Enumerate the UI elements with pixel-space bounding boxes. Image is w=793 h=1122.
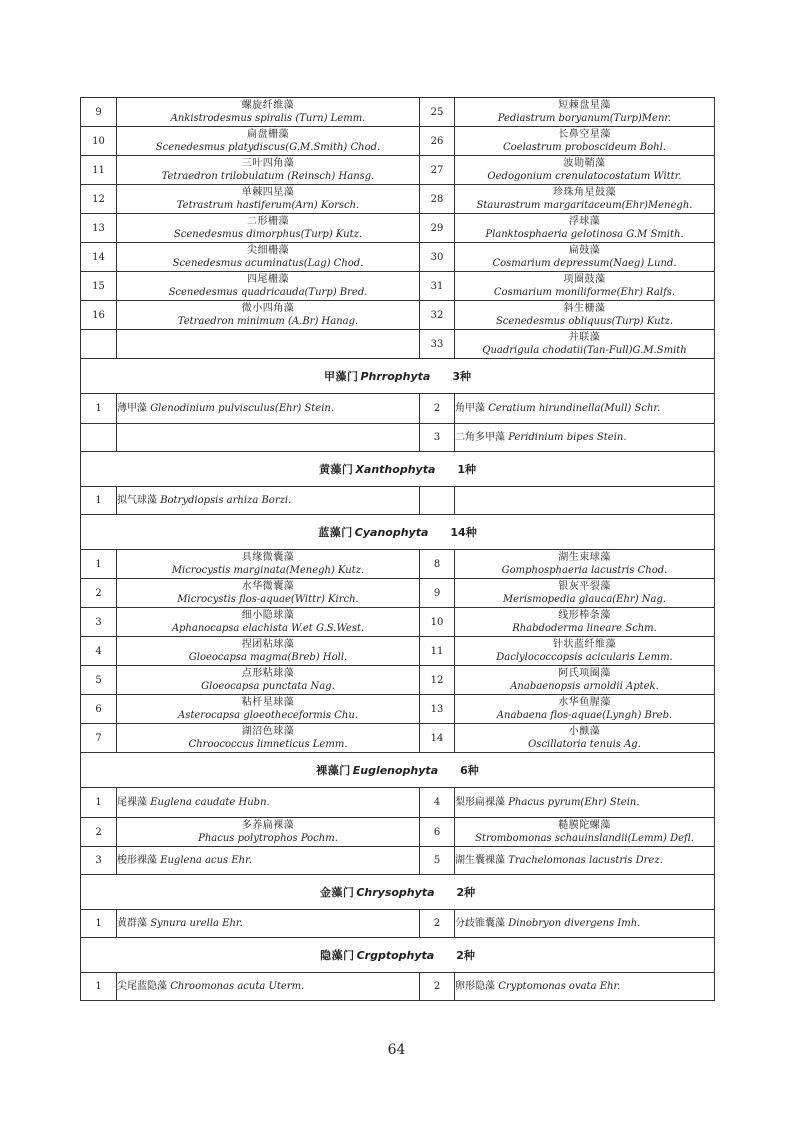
species-number: [81, 330, 117, 359]
chinese-name: 波勋鞘藻: [563, 158, 606, 169]
species-cell: [455, 98, 715, 127]
latin-name: Coelastrum proboscideum Bohl.: [503, 142, 666, 153]
species-number: 4: [81, 637, 117, 666]
species-number: 6: [420, 818, 455, 847]
page-number: 64: [387, 1042, 406, 1058]
chinese-name: 珍珠角星鼓藻: [553, 187, 616, 198]
phylum-latin-name: Chrysophyta: [356, 885, 435, 899]
chinese-name: 分歧锥囊藻: [455, 918, 505, 929]
species-count: 2种: [456, 885, 476, 899]
species-cell: [117, 243, 420, 272]
table-row: [81, 330, 715, 359]
latin-name: Phacus pyrum(Ehr) Stein.: [508, 797, 640, 808]
species-number: 25: [420, 98, 455, 127]
species-cell: [455, 973, 715, 1001]
chinese-name: 角甲藻: [455, 403, 485, 414]
species-cell: [117, 424, 420, 452]
species-number: 1: [81, 394, 117, 424]
species-number: 28: [420, 185, 455, 214]
latin-name: Scenedesmus quadricauda(Turp) Bred.: [168, 287, 368, 298]
latin-name: Daclylococcopsis acicularis Lemm.: [496, 652, 673, 663]
latin-name: Ankistrodesmus spiralis (Turn) Lemm.: [170, 113, 366, 124]
species-number: 10: [420, 608, 455, 637]
species-number: 33: [420, 330, 455, 359]
chinese-name: 黄群藻: [117, 918, 147, 929]
species-cell: [455, 579, 715, 608]
latin-name: Rhabdoderma lineare Schm.: [512, 623, 657, 634]
species-number: 32: [420, 301, 455, 330]
latin-name: Pediastrum boryanum(Turp)Menr.: [497, 113, 672, 124]
phylum-chinese-name: 裸藻门: [316, 763, 351, 777]
chinese-name: 二形栅藻: [247, 216, 289, 227]
species-cell: [117, 973, 420, 1001]
species-number: 12: [420, 666, 455, 695]
species-cell: [455, 637, 715, 666]
chinese-name: 线形棒条藻: [558, 610, 611, 621]
table-row: [81, 127, 715, 156]
phylum-chinese-name: 金藻门: [319, 885, 355, 899]
species-number: 26: [420, 127, 455, 156]
chinese-name: 三叶四角藻: [241, 158, 295, 169]
species-number: 2: [81, 579, 117, 608]
latin-name: Ceratium hirundinella(Mull) Schr.: [488, 403, 661, 414]
species-cell: [455, 910, 715, 938]
species-number: 14: [420, 724, 455, 753]
table-row: [81, 608, 715, 637]
chinese-name: 水华微囊藻: [241, 581, 295, 592]
species-cell: [455, 301, 715, 330]
species-cell: [117, 847, 420, 875]
latin-name: Oscillatoria tenuis Ag.: [528, 739, 641, 750]
table-row: [81, 724, 715, 753]
latin-name: Glenodinium pulvisculus(Ehr) Stein.: [150, 403, 335, 414]
latin-name: Strombomonas schauinslandii(Lemm) Defl.: [475, 833, 694, 844]
species-cell: [455, 608, 715, 637]
latin-name: Oedogonium crenulatocostatum Wittr.: [487, 171, 682, 182]
species-cell: [455, 330, 715, 359]
species-number: 5: [420, 847, 455, 875]
section-title: [81, 359, 715, 394]
species-number: 13: [420, 695, 455, 724]
species-cell: [117, 724, 420, 753]
species-cell: [455, 818, 715, 847]
chinese-name: 具缘微囊藻: [241, 552, 295, 563]
species-cell: [117, 550, 420, 579]
latin-name: Euglena acus Ehr.: [160, 855, 252, 866]
species-number: 16: [81, 301, 117, 330]
species-cell: [117, 98, 420, 127]
table-row: [81, 243, 715, 272]
species-number: 4: [420, 788, 455, 818]
species-number: 14: [81, 243, 117, 272]
chinese-name: 拟气球藻: [117, 495, 157, 506]
species-number: 1: [81, 487, 117, 515]
table-row: [81, 424, 715, 452]
species-count: 1种: [457, 462, 477, 476]
species-cell: [117, 394, 420, 424]
phylum-latin-name: Phrrophyta: [360, 369, 431, 383]
latin-name: Microcystis flos-aquae(Wittr) Kirch.: [177, 594, 359, 605]
table-row: [81, 98, 715, 127]
latin-name: Peridinium bipes Stein.: [508, 432, 627, 443]
chinese-name: 细小隐球藻: [241, 610, 295, 621]
chinese-name: 卵形隐藻: [455, 981, 495, 992]
latin-name: Cryptomonas ovata Ehr.: [498, 981, 621, 992]
table-row: [81, 301, 715, 330]
latin-name: Tetraedron minimum (A.Br) Hanag.: [177, 316, 359, 327]
species-cell: [455, 243, 715, 272]
chinese-name: 尖尾蓝隐藻: [117, 981, 167, 992]
section-title: [81, 938, 715, 973]
chinese-name: 尾裸藻: [117, 797, 147, 808]
chinese-name: 螺旋纤维藻: [241, 100, 295, 111]
latin-name: Synura urella Ehr.: [150, 918, 243, 929]
empty-cell: [455, 487, 715, 515]
latin-name: Merismopedia glauca(Ehr) Nag.: [502, 594, 667, 605]
table-row: [81, 550, 715, 579]
species-number: 1: [81, 973, 117, 1001]
chinese-name: 浮球藻: [568, 216, 601, 227]
table-row: [81, 394, 715, 424]
phylum-latin-name: Euglenophyta: [352, 763, 439, 777]
chinese-name: 项圈鼓藻: [563, 274, 606, 285]
latin-name: Gloeocapsa magma(Breb) Holl.: [188, 652, 348, 663]
section-header-pyrrophyta: [81, 359, 715, 394]
chinese-name: 短棘盘星藻: [558, 100, 611, 111]
species-number: 9: [81, 98, 117, 127]
phylum-latin-name: Cyanophyta: [354, 525, 429, 539]
table-row: [81, 910, 715, 938]
latin-name: Gomphosphaeria lacustris Chod.: [501, 565, 668, 576]
latin-name: Scenedesmus obliquus(Turp) Kutz.: [495, 316, 674, 327]
phylum-latin-name: Crgptophyta: [356, 948, 435, 962]
species-number: 3: [81, 608, 117, 637]
species-number: 2: [81, 818, 117, 847]
latin-name: Anabaenopsis arnoldii Aptek.: [510, 681, 659, 692]
table-row: [81, 788, 715, 818]
chinese-name: 尖细栅藻: [247, 245, 289, 256]
table-row: [81, 695, 715, 724]
phylum-chinese-name: 黄藻门: [318, 462, 354, 476]
latin-name: Gloeocapsa punctata Nag.: [201, 681, 335, 692]
species-cell: [455, 695, 715, 724]
table-row: [81, 272, 715, 301]
chinese-name: 单棘四星藻: [241, 187, 295, 198]
species-number: 10: [81, 127, 117, 156]
latin-name: Tetraedron trilobulatum (Reinsch) Hansg.: [161, 171, 375, 182]
latin-name: Botrydiopsis arhiza Borzi.: [160, 495, 292, 506]
species-cell: [455, 550, 715, 579]
species-number: 29: [420, 214, 455, 243]
chinese-name: 点形粘球藻: [241, 668, 295, 679]
species-number: 7: [81, 724, 117, 753]
species-number: 1: [81, 910, 117, 938]
latin-name: Anabaena flos-aquae(Lyngh) Breb.: [496, 710, 673, 721]
species-cell: [117, 788, 420, 818]
species-number: 3: [81, 847, 117, 875]
species-number: 2: [420, 394, 455, 424]
species-cell: [117, 487, 420, 515]
species-count: 3种: [452, 369, 471, 383]
species-number: 13: [81, 214, 117, 243]
species-cell: [455, 424, 715, 452]
species-cell: [455, 788, 715, 818]
latin-name: Asterocapsa gloeotheceformis Chu.: [178, 710, 358, 721]
chinese-name: 粘杆星球藻: [241, 697, 295, 708]
section-title: [81, 753, 715, 788]
species-cell: [455, 724, 715, 753]
table-row: [81, 666, 715, 695]
species-cell: [117, 185, 420, 214]
species-number: 6: [81, 695, 117, 724]
table-row: [81, 487, 715, 515]
phylum-chinese-name: 隐藻门: [320, 948, 355, 962]
latin-name: Planktosphaeria gelotinosa G.M Smith.: [485, 229, 684, 240]
species-cell: [117, 156, 420, 185]
species-cell: [117, 214, 420, 243]
species-number: 27: [420, 156, 455, 185]
latin-name: Chroococcus limneticus Lemm.: [188, 739, 348, 750]
section-title: [81, 515, 715, 550]
latin-name: Scenedesmus acuminatus(Lag) Chod.: [172, 258, 364, 269]
chinese-name: 阿氏项圈藻: [558, 668, 611, 679]
latin-name: Cosmarium moniliforme(Ehr) Ralfs.: [493, 287, 676, 298]
empty-cell: [420, 487, 455, 515]
species-number: 11: [420, 637, 455, 666]
phylum-latin-name: Xanthophyta: [355, 462, 436, 476]
chinese-name: 微小四角藻: [241, 303, 295, 314]
chinese-name: 长鼻空星藻: [558, 129, 611, 140]
chinese-name: 扁盘栅藻: [247, 129, 289, 140]
table-row: [81, 847, 715, 875]
latin-name: Tetrastrum hastiferum(Arn) Korsch.: [176, 200, 360, 211]
chinese-name: 水华鱼腥藻: [558, 697, 611, 708]
chinese-name: 湖生束球藻: [558, 552, 611, 563]
table-row: [81, 637, 715, 666]
latin-name: Staurastrum margaritaceum(Ehr)Menegh.: [476, 200, 693, 211]
latin-name: Phacus polytrophos Pochm.: [198, 833, 338, 844]
section-header-cyanophyta: [81, 515, 715, 550]
section-title: [81, 875, 715, 910]
section-title: [81, 452, 715, 487]
latin-name: Cosmarium depressum(Naeg) Lund.: [492, 258, 677, 269]
species-cell: [117, 579, 420, 608]
species-cell: [455, 214, 715, 243]
species-count: 14种: [450, 525, 477, 539]
chinese-name: 银灰平裂藻: [558, 581, 611, 592]
section-header-xanthophyta: [81, 452, 715, 487]
section-header-chrysophyta: [81, 875, 715, 910]
latin-name: Aphanocapsa elachista W.et G.S.West.: [171, 623, 365, 634]
species-cell: [117, 301, 420, 330]
chinese-name: 捏团粘球藻: [241, 639, 295, 650]
section-header-euglenophyta: [81, 753, 715, 788]
species-cell: [117, 608, 420, 637]
species-number: 1: [81, 788, 117, 818]
species-cell: [455, 127, 715, 156]
species-count: 2种: [456, 948, 475, 962]
species-cell: [117, 637, 420, 666]
species-cell: [117, 272, 420, 301]
chinese-name: 多养扁裸藻: [241, 820, 295, 831]
table-row: [81, 156, 715, 185]
latin-name: Scenedesmus platydiscus(G.M.Smith) Chod.: [155, 142, 381, 153]
species-number: 30: [420, 243, 455, 272]
species-cell: [455, 847, 715, 875]
chinese-name: 梭形裸藻: [117, 855, 157, 866]
species-cell: [117, 910, 420, 938]
species-number: 9: [420, 579, 455, 608]
latin-name: Euglena caudate Hubn.: [150, 797, 270, 808]
table-row: [81, 973, 715, 1001]
species-number: 31: [420, 272, 455, 301]
chinese-name: 梨形扁裸藻: [455, 797, 505, 808]
species-number: [81, 424, 117, 452]
table-row: [81, 579, 715, 608]
table-row: [81, 214, 715, 243]
latin-name: Chroomonas acuta Uterm.: [170, 981, 305, 992]
species-cell: [117, 666, 420, 695]
chinese-name: 斜生栅藻: [563, 303, 606, 314]
table-row: [81, 185, 715, 214]
chinese-name: 针状蓝纤维藻: [553, 639, 616, 650]
table-row: [81, 818, 715, 847]
species-number: 1: [81, 550, 117, 579]
species-cell: [455, 156, 715, 185]
latin-name: Trachelomonas lacustris Drez.: [508, 855, 663, 866]
phylum-chinese-name: 甲藻门: [323, 369, 359, 383]
species-number: 5: [81, 666, 117, 695]
species-cell: [455, 394, 715, 424]
chinese-name: 湖沼色球藻: [241, 726, 295, 737]
latin-name: Microcystis marginata(Menegh) Kutz.: [171, 565, 365, 576]
chinese-name: 湖生囊裸藻: [455, 855, 505, 866]
latin-name: Scenedesmus dimorphus(Turp) Kutz.: [173, 229, 363, 240]
species-cell: [455, 666, 715, 695]
species-cell: [455, 272, 715, 301]
species-number: 2: [420, 973, 455, 1001]
chinese-name: 薄甲藻: [117, 403, 147, 414]
species-number: 15: [81, 272, 117, 301]
species-number: 3: [420, 424, 455, 452]
species-count: 6种: [460, 763, 479, 777]
species-cell: [117, 818, 420, 847]
chinese-name: 扁鼓藻: [568, 245, 601, 256]
species-cell: [455, 185, 715, 214]
chinese-name: 小颤藻: [568, 726, 601, 737]
latin-name: Quadrigula chodatii(Tan-Full)G.M.Smith: [482, 345, 687, 356]
species-number: 11: [81, 156, 117, 185]
chinese-name: 糙膜陀螺藻: [558, 820, 611, 831]
section-header-cryptophyta: [81, 938, 715, 973]
latin-name: Dinobryon divergens Imh.: [508, 918, 641, 929]
species-number: 2: [420, 910, 455, 938]
chinese-name: 并联藻: [568, 332, 601, 343]
species-number: 12: [81, 185, 117, 214]
chinese-name: 四尾栅藻: [247, 274, 289, 285]
chinese-name: 二角多甲藻: [455, 432, 505, 443]
species-cell: [117, 330, 420, 359]
species-cell: [117, 695, 420, 724]
species-table: [80, 97, 715, 1001]
phylum-chinese-name: 蓝藻门: [318, 525, 353, 539]
species-cell: [117, 127, 420, 156]
species-number: 8: [420, 550, 455, 579]
